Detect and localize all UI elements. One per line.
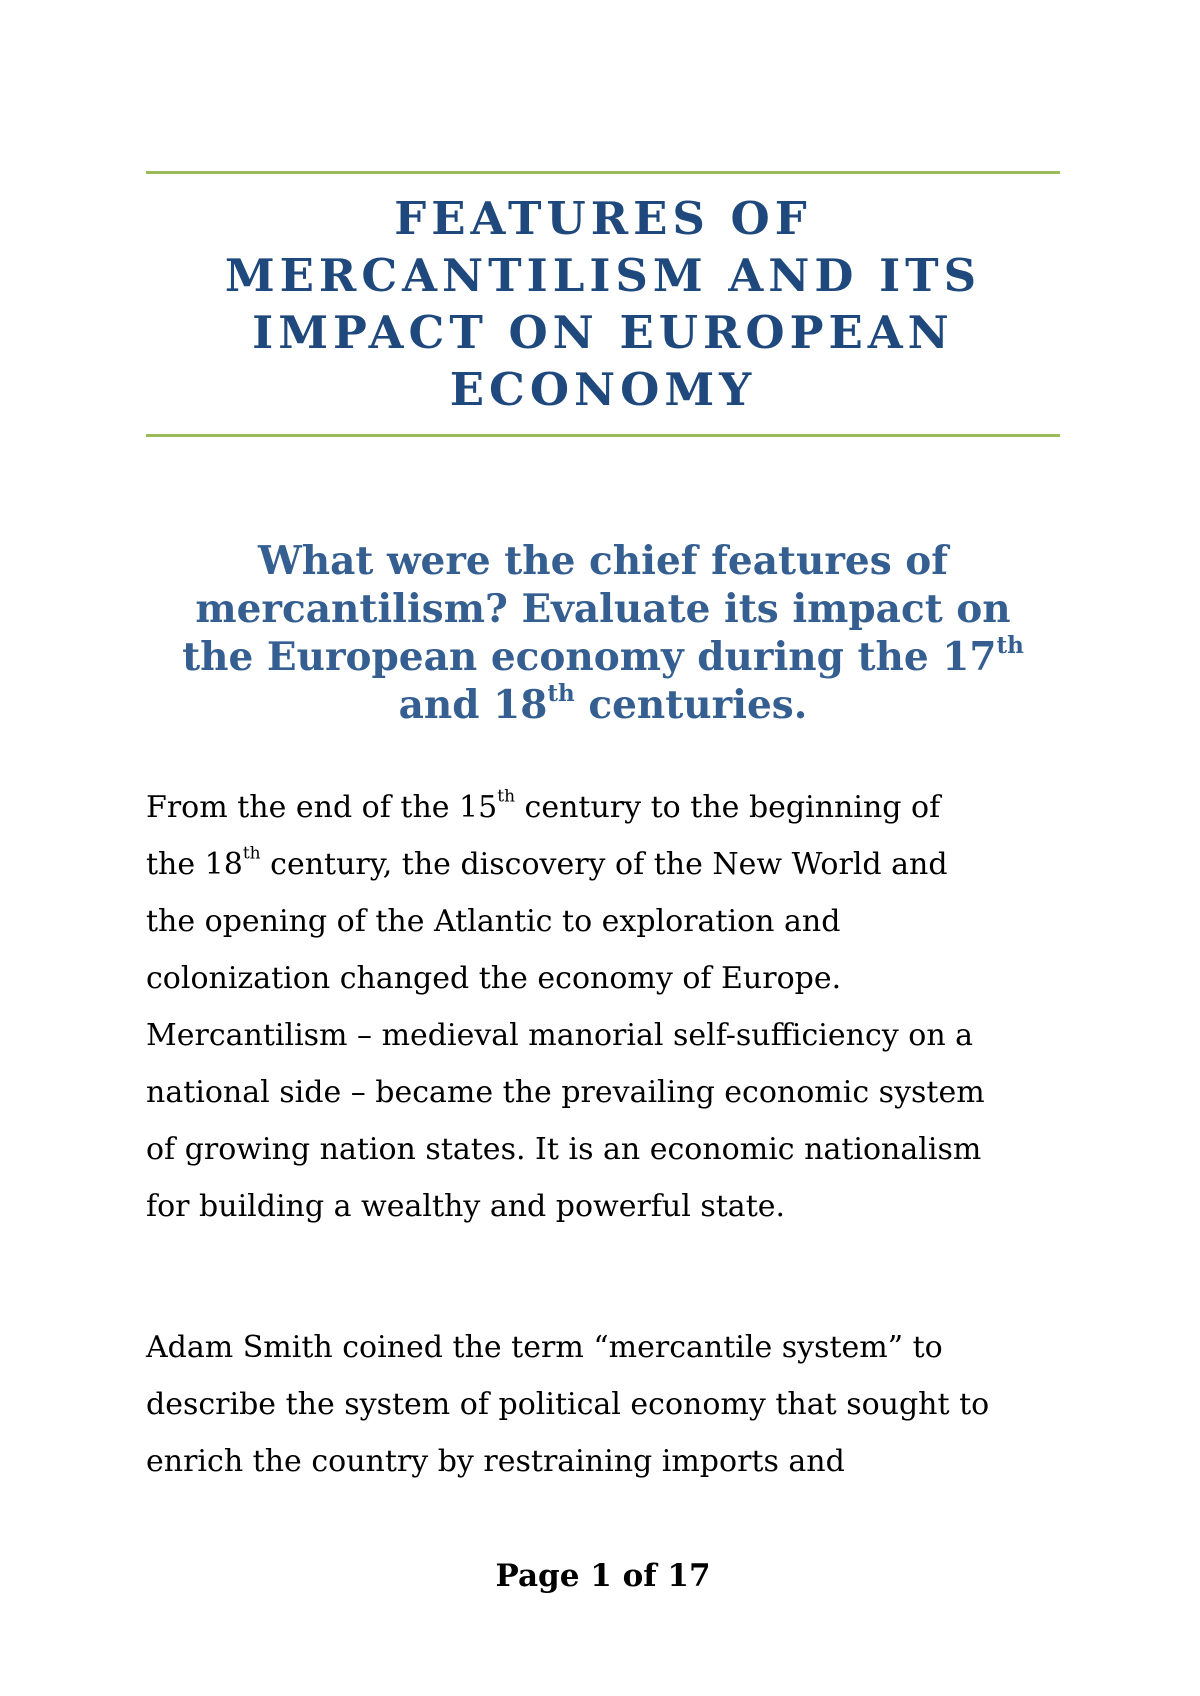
question-heading [146,537,1060,729]
heading-text: and 18 [398,682,548,728]
ordinal-suffix: th [242,843,261,864]
body-paragraph-1 [146,779,1076,1235]
page-number-footer: Page 1 of 17 [495,1558,711,1594]
heading-line [146,681,1060,729]
paragraph-line: Mercantilism – medieval manorial self-sufficiency on a [146,1018,974,1053]
title-line: IMPACT ON EUROPEAN [252,306,954,359]
paragraph-line: colonization changed the economy of Europe. [146,961,842,996]
ordinal-suffix: th [497,786,516,807]
heading-line: What were the chief features of [257,538,949,584]
paragraph-text: From the end of the 15 [146,790,498,825]
document-title [146,190,1060,418]
paragraph-line: the opening of the Atlantic to exploration and [146,904,841,939]
heading-line [146,633,1060,681]
paragraph-line [146,836,1076,893]
paragraph-text: century, the discovery of the New World and [260,847,948,882]
paragraph-line: Adam Smith coined the term “mercantile system” to [146,1330,943,1365]
title-top-rule [146,171,1060,174]
title-bottom-rule [146,434,1060,437]
paragraph-text: the 18 [146,847,243,882]
title-line: MERCANTILISM AND ITS [224,249,982,302]
heading-text: the European economy during the 17 [182,634,997,680]
paragraph-line: enrich the country by restraining imports and [146,1444,845,1479]
heading-line: mercantilism? Evaluate its impact on [195,586,1011,632]
heading-text: centuries. [574,682,808,728]
paragraph-line [146,779,1076,836]
paragraph-line: of growing nation states. It is an economic nationalism [146,1132,982,1167]
paragraph-line: national side – became the prevailing economic system [146,1075,985,1110]
ordinal-suffix: th [547,679,575,707]
ordinal-suffix: th [996,631,1024,659]
title-line: ECONOMY [449,363,757,416]
paragraph-line: describe the system of political economy that sought to [146,1387,990,1422]
title-line: FEATURES OF [394,192,812,245]
body-paragraph-2 [146,1319,1076,1490]
paragraph-line: for building a wealthy and powerful state. [146,1189,786,1224]
paragraph-text: century to the beginning of [515,790,941,825]
